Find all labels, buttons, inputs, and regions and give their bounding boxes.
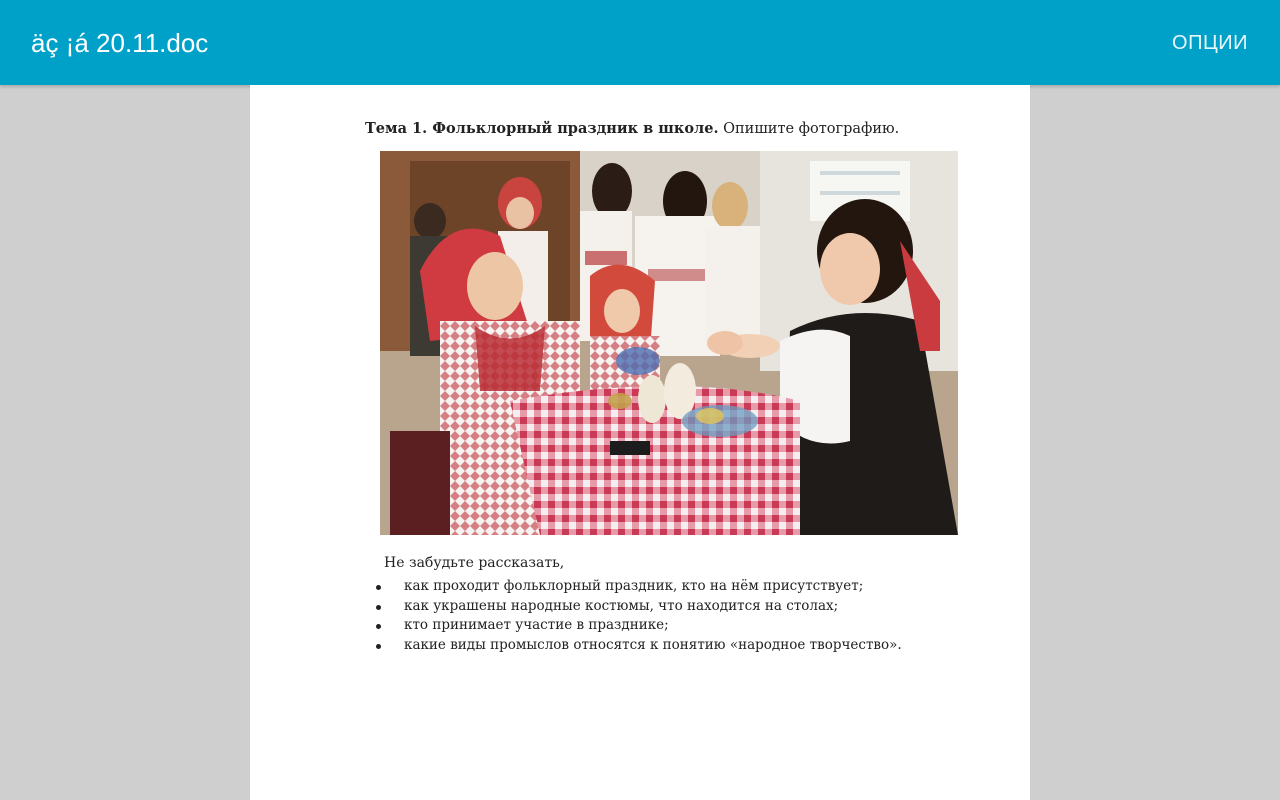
reminder-text: Не забудьте рассказать, <box>384 555 565 571</box>
topic-heading-instruction: Опишите фотографию. <box>718 121 900 137</box>
app-bar <box>0 0 1280 85</box>
list-item-text: кто принимает участие в празднике; <box>404 617 669 633</box>
document-title: äç ¡á 20.11.doc <box>31 28 209 58</box>
list-item-text: как украшены народные костюмы, что находится на столах; <box>404 597 839 614</box>
list-item-text: как проходит фольклорный праздник, кто на нём присутствует; <box>404 578 864 594</box>
bullet-icon <box>376 605 381 610</box>
list-item <box>374 597 902 617</box>
bullet-icon <box>376 585 381 590</box>
list-item-text: какие виды промыслов относятся к понятию «народное творчество». <box>404 636 902 653</box>
photo-illustration <box>380 151 958 535</box>
topic-heading <box>365 119 985 139</box>
bullet-icon <box>376 624 381 629</box>
list-item <box>374 616 902 636</box>
options-button[interactable]: ОПЦИИ <box>1172 32 1248 54</box>
topic-heading-bold: Тема 1. Фольклорный праздник в школе. <box>365 120 719 137</box>
folk-festival-photo <box>380 151 958 535</box>
list-item <box>374 577 902 597</box>
document-page[interactable] <box>250 85 1030 800</box>
question-list <box>374 577 902 655</box>
list-item <box>374 636 902 656</box>
bullet-icon <box>376 644 381 649</box>
